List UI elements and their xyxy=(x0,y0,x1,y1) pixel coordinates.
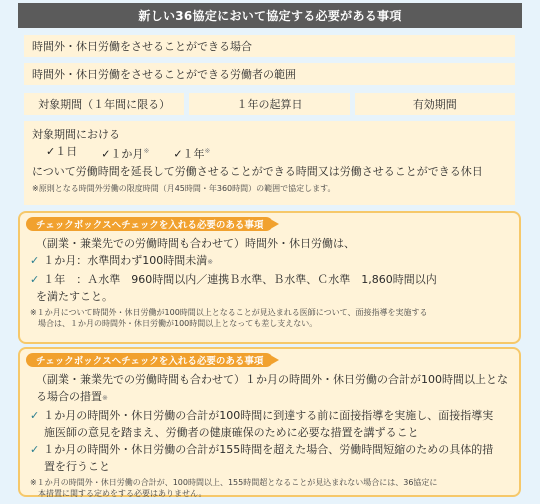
measure-intro-cont: る場合の措置※ xyxy=(36,390,108,403)
page-title: 新しい36協定において協定する必要がある事項 xyxy=(18,3,522,28)
measure-interview: ✓ １か月の時間外・休日労働の合計が100時間に到達する前に面接指導を実施し、面接指導実 xyxy=(30,409,494,422)
period-intro: 対象期間における xyxy=(32,128,120,141)
option-month: ✓１か月※ xyxy=(101,147,150,161)
item-worker-scope: 時間外・休日労働をさせることができる労働者の範囲 xyxy=(24,63,515,85)
period-note: ※原則となる時間外労働の限度時間（月45時間・年360時間）の範囲で協定します。 xyxy=(32,183,336,193)
period-description: について労働時間を延長して労働させることができる時間又は労働させることができる休日 xyxy=(32,164,483,178)
section-label: チェックボックスへチェックを入れる必要のある事項 xyxy=(26,217,273,231)
check-icon: ✓ xyxy=(30,443,40,456)
checkbox-section-1 xyxy=(18,211,521,344)
option-year: ✓１年※ xyxy=(173,147,211,161)
section-note: ※１か月の時間外・休日労働の合計が、100時間以上、155時間超となることが見込まれない場合には、36協定に 本措置に関する定めをする必要はありません。 xyxy=(30,478,438,498)
cell-start-date: １年の起算日 xyxy=(189,93,349,115)
requirement-year: ✓ １年 ：Ａ水準 960時間以内／連携Ｂ水準、Ｂ水準、Ｃ水準 1,860時間以内 xyxy=(30,273,437,286)
check-icon: ✓ xyxy=(30,409,40,422)
cell-target-period: 対象期間（１年間に限る） xyxy=(24,93,184,115)
section-note: ※１か月について時間外・休日労働が100時間以上となることが見込まれる医師について、面接指導を実施する 場合は、１か月の時間外・休日労働が100時間以上となっても差し支えない。 xyxy=(30,308,428,328)
section-content xyxy=(30,235,511,329)
section-label: チェックボックスへチェックを入れる必要のある事項 xyxy=(26,353,273,367)
check-icon: ✓ xyxy=(46,145,56,158)
requirement-month: ✓ １か月：水準問わず100時間未満※ xyxy=(30,254,214,267)
measure-intro: （副業・兼業先での労働時間も合わせて）１か月の時間外・休日労働の合計が100時間以上とな xyxy=(36,373,508,386)
checkbox-section-2 xyxy=(18,347,521,497)
check-icon: ✓ xyxy=(30,254,40,267)
measure-interview-cont: 施医師の意見を踏まえ、労働者の健康確保のために必要な措置を講ずること xyxy=(44,426,419,439)
check-icon: ✓ xyxy=(30,273,40,286)
requirement-intro: （副業・兼業先での労働時間も合わせて）時間外・休日労働は、 xyxy=(36,237,355,250)
check-icon: ✓ xyxy=(173,147,183,161)
check-icon: ✓ xyxy=(101,147,111,161)
cell-valid-period: 有効期間 xyxy=(355,93,515,115)
measure-reduction-cont: 置を行うこと xyxy=(44,460,110,473)
period-options xyxy=(32,143,507,163)
period-section xyxy=(24,121,515,205)
option-day: ✓１日 xyxy=(46,145,78,158)
requirement-tail: を満たすこと。 xyxy=(36,290,113,303)
period-row xyxy=(24,93,515,115)
measure-reduction: ✓ １か月の時間外・休日労働の合計が155時間を超えた場合、労働時間短縮のための具体的措 xyxy=(30,443,494,456)
item-cases: 時間外・休日労働をさせることができる場合 xyxy=(24,35,515,57)
section-content xyxy=(30,371,511,499)
